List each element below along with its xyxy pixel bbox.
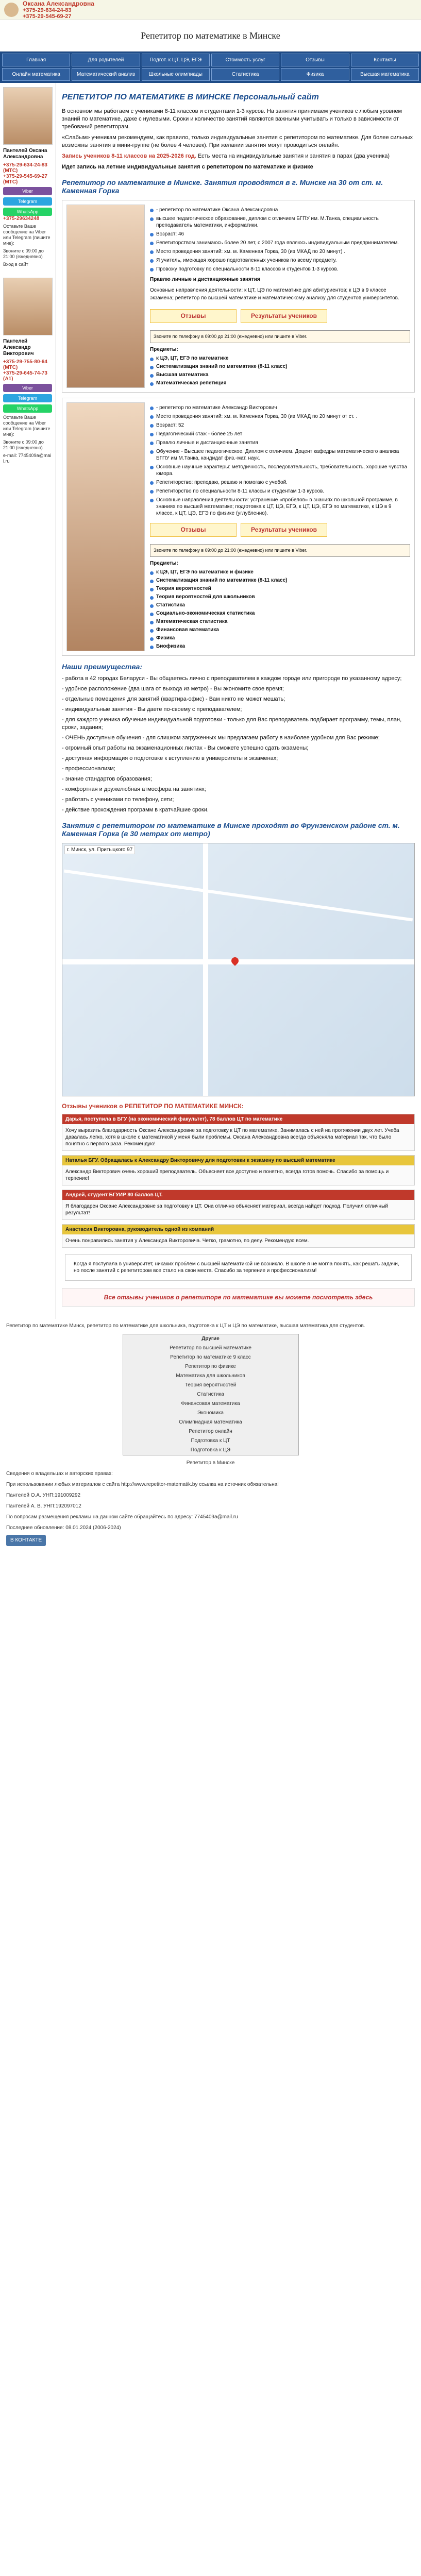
site-link[interactable]: Экономика xyxy=(197,1410,224,1416)
card-extra: Репетиторство: преподаю, решаю и помогаю с учебой. xyxy=(156,480,288,485)
left-phone-extra[interactable]: +375-29634248 xyxy=(3,216,40,222)
footer-info: Пантелей О.А. УНП:191009292 xyxy=(6,1493,81,1498)
tutor-card-oksana xyxy=(62,200,415,393)
vk-button[interactable]: В КОНТАКТЕ xyxy=(6,1535,46,1546)
header-phone-2[interactable]: +375-29-545-69-27 xyxy=(23,13,72,20)
hours-note: Звоните с 09:00 до 21:00 (ежедневно) xyxy=(3,248,44,259)
left-phone-4-operator: (А1) xyxy=(3,376,13,382)
results-button[interactable]: Результаты учеников xyxy=(241,309,327,323)
bullet-icon xyxy=(150,424,154,428)
left-phone-2-operator: (МТС) xyxy=(3,179,18,185)
subject-item[interactable]: Физика xyxy=(156,635,175,641)
card-line: Репетиторством занимаюсь более 20 лет, с 2007 года являюсь индивидуальным предпринимателем. xyxy=(156,240,399,246)
email-link[interactable]: 7745409a@mail.ru xyxy=(3,453,52,464)
site-link[interactable]: Подготовка к ЦЭ xyxy=(190,1447,231,1453)
viber-button-2[interactable]: Viber xyxy=(3,384,52,392)
review-text: Очень понравились занятия у Александра Викторовича. Четко, грамотно, по делу. Рекомендую всем. xyxy=(62,1234,414,1247)
reviews-button[interactable]: Отзывы xyxy=(150,309,237,323)
card-extra: Репетиторство по специальности 8-11 классы и студентам 1-3 курсов. xyxy=(156,488,325,494)
bullet-icon xyxy=(150,374,154,378)
advantage-item: - для каждого ученика обучение индивидуальной подготовки - только для Вас преподаватель подбирает программу, темы, план, сроки, задания; xyxy=(62,717,402,731)
online-title: Правлю личные и дистанционные занятия xyxy=(150,277,260,282)
enrollment-notice-rest: Есть места на индивидуальные занятия и занятия в парах (два ученика) xyxy=(197,153,390,159)
bullet-icon xyxy=(150,604,154,608)
bullet-icon xyxy=(150,433,154,436)
message-note-2: Оставьте Ваше сообщение на Viber или Telegram (пишите мне): xyxy=(3,415,50,437)
subject-item[interactable]: Теория вероятностей для школьников xyxy=(156,594,255,600)
advantage-item: - ОЧЕНЬ доступные обучения - для слишком загруженных мы предлагаем работу в наиболее удобном для Вас режиме; xyxy=(62,735,380,741)
card-extra: Основные направления деятельности: устранение «пробелов» в знаниях по школьной программе, в знаниях по высшей математике; подготовка к ЦТ, ЦЭ, ЕГЭ, к ЦТ, ЦЭ, ЕГЭ по математике, к ЦЭ в 9 классе, к ЦТ, ЦЭ, ЕГЭ по физике (углубленно). xyxy=(156,497,398,516)
card-extra: Основные научные характеры: методичность, последовательность, требовательность, хорошие чувства юмора. xyxy=(156,464,407,477)
bullet-icon xyxy=(150,646,154,649)
bullet-icon xyxy=(150,450,154,454)
bullet-icon xyxy=(150,242,154,245)
nav-item[interactable]: Для родителей xyxy=(72,54,140,66)
nav-item[interactable]: Отзывы xyxy=(281,54,349,66)
page-title: РЕПЕТИТОР ПО МАТЕМАТИКЕ В МИНСКЕ Персональный сайт xyxy=(62,93,319,101)
bullet-icon xyxy=(150,250,154,254)
subjects-title: Предметы: xyxy=(150,347,178,352)
site-link[interactable]: Статистика xyxy=(197,1392,224,1397)
card-line: Я учитель, имеющая хорошо подготовленных учеников по всему предмету. xyxy=(156,258,337,263)
banner-title: Репетитор по математике в Минске xyxy=(141,30,280,41)
bullet-icon xyxy=(150,637,154,641)
advantage-item: - доступная информация о подготовке к вступлению в университеты и экзаменах; xyxy=(62,755,278,761)
header-name: Оксана Александровна xyxy=(23,0,94,7)
review-text: Александр Викторович очень хороший преподаватель. Объясняет все доступно и понятно, всегда готов помочь. Спасибо за помощь и терпение! xyxy=(62,1165,414,1185)
viber-button[interactable]: Viber xyxy=(3,187,52,195)
advantage-item: - знание стандартов образования; xyxy=(62,776,152,782)
bullet-icon xyxy=(150,571,154,575)
card-line: - репетитор по математике Александр Викторович xyxy=(156,405,277,411)
contact-note-2: Звоните по телефону в 09:00 до 21:00 (ежедневно) или пишите в Viber. xyxy=(150,544,410,557)
bullet-icon xyxy=(150,358,154,361)
bullet-icon xyxy=(150,629,154,633)
advantage-item: - комфортная и дружелюбная атмосфера на занятиях; xyxy=(62,786,206,792)
review-card xyxy=(62,1155,415,1185)
subject-item[interactable]: к ЦЭ, ЦТ, ЕГЭ по математике xyxy=(156,355,229,361)
tutor-photo-alexander xyxy=(3,278,53,335)
review-head: Дарья, поступила в БГУ (на экономический факультет), 78 баллов ЦТ по математике xyxy=(62,1114,414,1124)
bullet-icon xyxy=(150,442,154,445)
card-line: Провожу подготовку по специальности 8-11 классов и студентов 1-3 курсов. xyxy=(156,266,339,272)
message-note: Оставьте Ваше сообщение на Viber или Telegram (пишите мне): xyxy=(3,224,50,246)
subject-item[interactable]: к ЦЭ, ЦТ, ЕГЭ по математике и физике xyxy=(156,569,254,575)
map-address-label: г. Минск, ул. Притыцкого 97 xyxy=(64,845,135,854)
review-card xyxy=(62,1224,415,1248)
tutor-photo-oksana xyxy=(3,87,53,145)
card-line: Место проведения занятий: хм. м. Каменная Горка, 30 (из МКАД по 20 минут) . xyxy=(156,249,346,255)
avatar xyxy=(4,3,19,17)
footer-info: По вопросам размещения рекламы на данном сайте обращайтесь по адресу: 7745409a@mail.ru xyxy=(6,1514,238,1520)
site-link[interactable]: Олимпиадная математика xyxy=(179,1419,242,1425)
left-phone-4[interactable]: +375-29-645-74-73 xyxy=(3,370,47,376)
nav-item[interactable]: Высшая математика xyxy=(351,68,419,81)
bullet-icon xyxy=(150,596,154,600)
card-line: Правлю личные и дистанционные занятия xyxy=(156,440,258,446)
intro-paragraph-2: «Слабым» ученикам рекомендуем, как правило, только индивидуальные занятия с репетитором по математике. Для более сильных возможны занятия в мини-группе (не более 4 человек). При желании занятия могут проводиться онлайн. xyxy=(62,134,413,148)
nav-item[interactable]: Онлайн математика xyxy=(2,68,70,81)
bullet-icon xyxy=(150,366,154,369)
bullet-icon xyxy=(150,268,154,272)
bullet-icon xyxy=(150,588,154,591)
nav-item[interactable]: Стоимость услуг xyxy=(211,54,279,66)
subject-item[interactable]: Социально-экономическая статистика xyxy=(156,611,255,616)
subjects-title-2: Предметы: xyxy=(150,561,178,566)
subject-item[interactable]: Математическая статистика xyxy=(156,619,228,624)
footer-info: Сведения о владельцах и авторских правах: xyxy=(6,1471,113,1477)
tutor-name-oksana: Пантелей Оксана Александровна xyxy=(3,148,47,160)
email-label: e-mail: xyxy=(3,453,18,458)
advantage-item: - удобное расположение (два шага от выхода из метро) - Вы экономите свое время; xyxy=(62,686,284,692)
subject-item[interactable]: Теория вероятностей xyxy=(156,586,211,591)
tutor-card-photo xyxy=(66,402,145,651)
telegram-button[interactable]: Telegram xyxy=(3,197,52,206)
card-extra: Обучение - Высшее педагогическое. Диплом с отличием. Доцент кафедры математического анализа БГПУ им М.Танка, кандидат физ.-мат. наук. xyxy=(156,449,399,461)
telegram-button-2[interactable]: Telegram xyxy=(3,394,52,402)
main-content xyxy=(56,83,421,1319)
header-phone-1[interactable]: +375-29-634-24-83 xyxy=(23,7,72,13)
footer-text: Репетитор по математике Минск, репетитор по математике для школьника, подготовка к ЦТ и ЦЭ по математике, высшая математика для студентов. xyxy=(6,1323,365,1329)
card-line: Возраст: 46 xyxy=(156,231,184,237)
review-head: Анастасия Викторовна, руководитель одной из компаний xyxy=(62,1225,414,1234)
review-head: Андрей, студент БГУИР 80 баллов ЦТ. xyxy=(62,1190,414,1200)
advantage-item: - огромный опыт работы на экзаменационных листах - Вы сможете успешно сдать экзамены; xyxy=(62,745,309,751)
advantage-item: - работать с учениками по телефону, сети; xyxy=(62,796,174,803)
intro-paragraph: В основном мы работаем с учениками 8-11 классов и студентами 1-3 курсов. На занятия принимаем учеников с любым уровнем знаний по математике, даже с нулевыми. Сроки и количество занятий являются важными учитывать и только в зависимости от требований репетиторам. xyxy=(62,108,402,130)
subject-item[interactable]: Биофизика xyxy=(156,643,186,649)
site-link[interactable]: Подготовка к ЦТ xyxy=(191,1438,230,1444)
summer-notice: Идет запись на летние индивидуальные занятия с репетитором по математике и физике xyxy=(62,164,313,170)
tutor-card-photo xyxy=(66,205,145,388)
bullet-icon xyxy=(150,259,154,263)
bullet-icon xyxy=(150,382,154,386)
card-line: Место проведения занятий: хм. м. Каменная Горка, 30 (из МКАД по 20 минут от ст. . xyxy=(156,414,358,419)
bullet-icon xyxy=(150,499,154,502)
advantages-section xyxy=(62,663,415,814)
footer xyxy=(6,1322,415,1546)
review-text: Я благодарен Оксане Александровне за подготовку к ЦТ. Она отлично объясняет материал, всегда найдет подход. Получил отличный результат! xyxy=(62,1200,414,1219)
left-phone-3-operator: (МТС) xyxy=(3,365,18,370)
subject-item[interactable]: Систематизация знаний по математике (8-11 класс) xyxy=(156,578,288,583)
card-line: высшее педагогическое образование, диплом с отличием БГПУ им. М.Танка, специальность преподаватель математики, информатики. xyxy=(156,216,379,228)
enrollment-notice: Запись учеников 8-11 классов на 2025-2026 год. xyxy=(62,153,196,159)
whatsapp-button[interactable]: WhatsApp xyxy=(3,208,52,216)
nav-item[interactable]: Физика xyxy=(281,68,349,81)
hours-note-2: Звоните с 09:00 до 21:00 (ежедневно) xyxy=(3,439,44,450)
nav-item[interactable]: Контакты xyxy=(351,54,419,66)
all-reviews-link[interactable]: Все отзывы учеников о репетиторе по математике вы можете посмотреть здесь xyxy=(62,1288,415,1307)
reviews-button-2[interactable]: Отзывы xyxy=(150,523,237,537)
site-link[interactable]: Финансовая математика xyxy=(181,1401,240,1406)
site-link[interactable]: Репетитор по высшей математике xyxy=(170,1345,251,1351)
contact-note: Звоните по телефону в 09:00 до 21:00 (ежедневно) или пишите в Viber. xyxy=(150,330,410,343)
section-title-lessons: Репетитор по математике в Минске. Занятия проводятся в г. Минске на 30 от ст. м. Каменная Горка xyxy=(62,178,383,195)
left-phone-2[interactable]: +375-29-545-69-27 xyxy=(3,174,47,179)
bullet-icon xyxy=(150,406,154,410)
site-header xyxy=(0,0,421,20)
nav-item[interactable]: Статистика xyxy=(211,68,279,81)
card-line: Педагогический стаж - более 25 лет xyxy=(156,431,243,437)
advantage-item: - отдельные помещения для занятий (квартира-офис) - Вам никто не может мешать; xyxy=(62,696,285,702)
footer-info: Последнее обновление: 08.01.2024 (2006-2024) xyxy=(6,1525,121,1531)
testimonial-quote: Когда я поступала в университет, никаких проблем с высшей математикой не возникло. В школе я не могла понять, как решать задачи, но после занятий с репетитором все стало на свои места. Спасибо за терпение и профессионализм! xyxy=(65,1254,412,1281)
advantage-item: - индивидуальные занятия - Вы даете по-своему с преподавателем; xyxy=(62,706,242,713)
advantage-item: - работа в 42 городах Беларуси - Вы общаетесь лично с преподавателем в каждом городе или пригороде по указанному адресу; xyxy=(62,675,402,682)
card-line: - репетитор по математике Оксана Александровна xyxy=(156,207,278,213)
bullet-icon xyxy=(150,209,154,212)
location-map[interactable] xyxy=(62,843,415,1096)
left-phone-3[interactable]: +375-29-755-80-64 xyxy=(3,359,47,365)
left-phone-1[interactable]: +375-29-634-24-83 xyxy=(3,162,47,168)
bullet-icon xyxy=(150,217,154,221)
other-sites-list xyxy=(123,1334,299,1455)
advantages-title: Наши преимущества: xyxy=(62,663,143,671)
bullet-icon xyxy=(150,481,154,485)
site-link[interactable]: Репетитор онлайн xyxy=(189,1429,232,1434)
site-link[interactable]: Математика для школьников xyxy=(176,1373,245,1379)
sites-title: Другие xyxy=(201,1336,220,1342)
site-entry-link[interactable]: Вход в сайт xyxy=(3,262,28,267)
advantage-item: - действие прохождения программ в кратчайшие сроки. xyxy=(62,807,209,813)
subject-item[interactable]: Статистика xyxy=(156,602,185,608)
bullet-icon xyxy=(150,415,154,419)
card-line: Возраст: 52 xyxy=(156,422,184,428)
map-title: Занятия с репетитором по математике в Минске проходят во Фрунзенском районе ст. м. Каменная Горка (в 30 метрах от метро) xyxy=(62,821,400,838)
reviews-section-title: Отзывы учеников о РЕПЕТИТОР ПО МАТЕМАТИКЕ МИНСК: xyxy=(62,1103,244,1110)
subject-item[interactable]: Систематизация знаний по математике (8-11 класс) xyxy=(156,364,288,369)
tutor-card-alexander xyxy=(62,398,415,656)
site-link[interactable]: Теория вероятностей xyxy=(184,1382,237,1388)
whatsapp-button-2[interactable]: WhatsApp xyxy=(3,404,52,413)
nav-item[interactable]: Школьные олимпиады xyxy=(142,68,210,81)
top-nav xyxy=(0,52,421,83)
nav-item[interactable]: Математический анализ xyxy=(72,68,140,81)
review-text: Хочу выразить благодарность Оксане Александровне за подготовку к ЦТ по математике. Занималась с ней на протяжении двух лет. Учеба давалась легко, хотя в школе с математикой у меня были проблемы. Оксана Александровна всегда объясняла материал так, что было понятно с первого раза. Рекомендую! xyxy=(62,1124,414,1150)
left-sidebar xyxy=(0,83,56,1319)
online-text: Основные направления деятельности: к ЦТ, ЦЭ по математике для абитуриентов; к ЦЭ в 9 классе экзамена; репетитор по высшей математике и математическому анализу для студентов университетов. xyxy=(150,287,399,301)
tutor-name-alexander: Пантелей Александр Викторович xyxy=(3,338,34,357)
site-link[interactable]: Репетитор по физике xyxy=(185,1364,236,1369)
review-card xyxy=(62,1190,415,1220)
bullet-icon xyxy=(150,466,154,469)
page-banner xyxy=(0,20,421,52)
bottom-label: Репетитор в Минске xyxy=(186,1460,235,1466)
bullet-icon xyxy=(150,613,154,616)
subject-item[interactable]: Финансовая математика xyxy=(156,627,219,633)
footer-info: При использовании любых материалов с сайта http://www.repetitor-matematik.by ссылка на источник обязательна! xyxy=(6,1482,279,1487)
results-button-2[interactable]: Результаты учеников xyxy=(241,523,327,537)
bullet-icon xyxy=(150,233,154,236)
bullet-icon xyxy=(150,490,154,494)
review-card xyxy=(62,1114,415,1151)
bullet-icon xyxy=(150,621,154,624)
bullet-icon xyxy=(150,580,154,583)
footer-info: Пантелей А. В. УНП:192097012 xyxy=(6,1503,81,1509)
advantage-item: - профессионализм; xyxy=(62,766,115,772)
site-link[interactable]: Репетитор по математике 9 класс xyxy=(170,1354,251,1360)
left-phone-1-operator: (МТС) xyxy=(3,168,18,174)
subject-item[interactable]: Математическая репетиция xyxy=(156,380,227,386)
subject-item[interactable]: Высшая математика xyxy=(156,372,209,378)
nav-item[interactable]: Подгот. к ЦТ, ЦЭ, ЕГЭ xyxy=(142,54,210,66)
nav-item[interactable]: Главная xyxy=(2,54,70,66)
review-head: Наталья БГУ. Обращалась к Александру Викторовичу для подготовки к экзамену по высшей математике xyxy=(62,1156,414,1165)
